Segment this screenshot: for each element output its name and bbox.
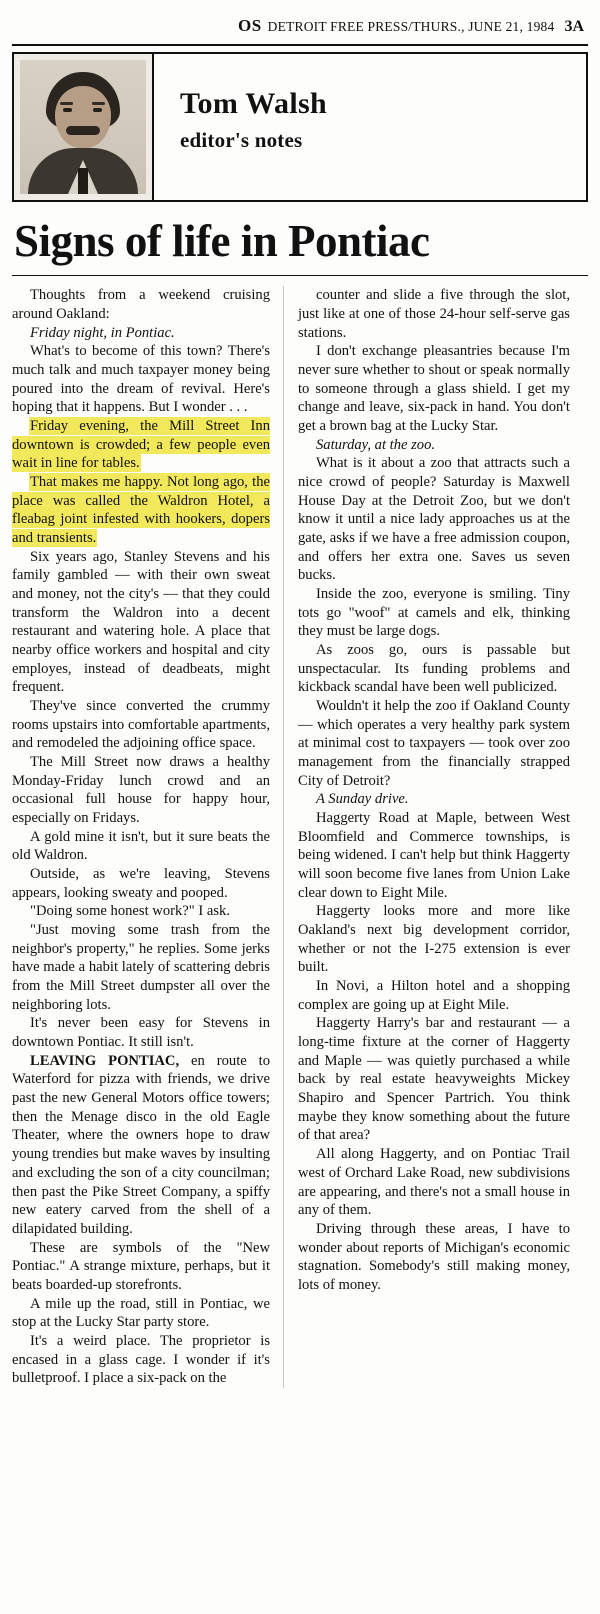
- article-paragraph: LEAVING PONTIAC, en route to Waterford for pizza with friends, we drive past the new General Motors office towers; then the Menage disco in the old Eagle Theater, where the owners hope to draw young trendies but make waves by insulting and excluding the son of a city councilman; then past the Pike Street Company, a spiffy new eatery carved from the shell of a dilapidated building.: [12, 1052, 270, 1237]
- article-paragraph: What's to become of this town? There's much talk and much taxpayer money being poured into the dream of revival. Here's hoping that it happens. But I wonder . . .: [12, 343, 270, 416]
- article-paragraph: "Just moving some trash from the neighbor's property," he replies. Some jerks have made a habit lately of scattering debris from the Mill Street dumpster all over the neighboring lots.: [12, 922, 270, 1013]
- byline-box: [12, 52, 588, 202]
- article-right-column: [298, 286, 570, 1388]
- top-divider: [12, 44, 588, 46]
- article-paragraph: As zoos go, ours is passable but unspectacular. Its funding problems and kickback scandal have been well publicized.: [298, 642, 570, 696]
- article-paragraph: Inside the zoo, everyone is smiling. Tiny tots go "woof" at camels and elk, thinking they must be large dogs.: [298, 586, 570, 640]
- highlighted-text: Friday evening, the Mill Street Inn downtown is crowded; a few people even wait in line for tables.: [12, 417, 270, 472]
- article-paragraph: "Doing some honest work?" I ask.: [30, 903, 230, 920]
- article-paragraph: Haggerty looks more and more like Oakland's next big development corridor, whether or not the I-275 extension is ever built.: [298, 903, 570, 976]
- article-paragraph: A mile up the road, still in Pontiac, we stop at the Lucky Star party store.: [12, 1295, 270, 1331]
- article-paragraph: These are symbols of the "New Pontiac." A strange mixture, perhaps, but it beats boarded-up storefronts.: [12, 1239, 270, 1293]
- article-paragraph: A Sunday drive.: [316, 791, 409, 808]
- article-paragraph: They've since converted the crummy rooms upstairs into comfortable apartments, and remodeled the adjoining office space.: [12, 698, 270, 752]
- page-title: Signs of life in Pontiac: [14, 216, 430, 266]
- article-columns: [12, 286, 588, 1388]
- article-paragraph: A gold mine it isn't, but it sure beats the old Waldron.: [12, 828, 270, 864]
- article-paragraph: counter and slide a five through the slot, just like at one of those 24-hour self-serve gas stations.: [298, 287, 570, 341]
- article-paragraph: What is it about a zoo that attracts such a nice crowd of people? Saturday is Maxwell House Day at the Detroit Zoo, but we don't know it until a nice lady approaches us at the gate, asks if we have a free admission coupon, and offers her extra one. Saves us seven bucks.: [298, 455, 570, 584]
- article-left-column: [12, 286, 284, 1388]
- article-paragraph: The Mill Street now draws a healthy Monday-Friday lunch crowd and an occasional full house for happy hour, especially on Fridays.: [12, 754, 270, 827]
- article-paragraph: Wouldn't it help the zoo if Oakland County — which operates a very healthy park system at minimal cost to taxpayers — took over zoo management from the financially strapped City of Detroit?: [298, 698, 570, 789]
- article-paragraph: It's never been easy for Stevens in downtown Pontiac. It still isn't.: [12, 1015, 270, 1051]
- columnist-name: Tom Walsh: [180, 87, 327, 120]
- article-paragraph: Saturday, at the zoo.: [316, 436, 436, 453]
- paragraph-leadin: LEAVING PONTIAC,: [30, 1052, 180, 1069]
- article-paragraph: Driving through these areas, I have to wonder about reports of Michigan's economic stagnation. Somebody's still making money, lots of money.: [298, 1220, 570, 1293]
- page-number: 3A: [564, 18, 584, 35]
- article-paragraph: It's a weird place. The proprietor is encased in a glass cage. I wonder if it's bulletproof. I place a six-pack on the: [12, 1332, 270, 1387]
- article-paragraph: Friday night, in Pontiac.: [30, 324, 175, 341]
- article-paragraph: Outside, as we're leaving, Stevens appears, looking sweaty and pooped.: [12, 866, 270, 901]
- article-paragraph: [12, 473, 270, 548]
- headline-divider: [12, 275, 588, 276]
- article-paragraph: Haggerty Harry's bar and restaurant — a long-time fixture at the corner of Haggerty and Maple — was quietly purchased a while back by real estate heavyweights Mickey Shapiro and Spencer Partrich. You think maybe they know something about the future of that area?: [298, 1015, 570, 1144]
- article-paragraph: Thoughts from a weekend cruising around Oakland:: [12, 287, 270, 322]
- article-paragraph: I don't exchange pleasantries because I'm never sure whether to shout or speak normally to someone through a glass shield. I get my change and leave, six-pack in hand. You don't get a brown bag at the Lucky Star.: [298, 343, 570, 434]
- highlighted-text: That makes me happy. Not long ago, the place was called the Waldron Hotel, a fleabag joint infested with hookers, dopers and transients.: [12, 473, 270, 546]
- article-paragraph: All along Haggerty, and on Pontiac Trail west of Orchard Lake Road, new subdivisions are appearing, and there's not a small house in any of them.: [298, 1146, 570, 1219]
- article-paragraph: [12, 417, 270, 473]
- portrait-cell: [14, 54, 154, 200]
- columnist-photo: [20, 60, 146, 194]
- article-paragraph: Six years ago, Stanley Stevens and his family gambled — with their own sweat and money, not the city's — that they could transform the Waldron into a decent restaurant and watering hole. A place that nearby office workers and hospital and city employes, instead of deadbeats, might frequent.: [12, 548, 270, 696]
- article-paragraph: In Novi, a Hilton hotel and a shopping complex are going up at Eight Mile.: [298, 978, 570, 1013]
- paper-name-date: DETROIT FREE PRESS/THURS., JUNE 21, 1984: [267, 19, 555, 34]
- article-paragraph: Haggerty Road at Maple, between West Bloomfield and Commerce townships, is being widened. I can't help but think Haggerty will soon become five lanes from Union Lake clear down to Eight Mile.: [298, 810, 570, 901]
- masthead: [10, 0, 590, 42]
- byline-text: [154, 54, 586, 200]
- column-title: editor's notes: [180, 127, 303, 152]
- edition-code: OS: [237, 16, 262, 35]
